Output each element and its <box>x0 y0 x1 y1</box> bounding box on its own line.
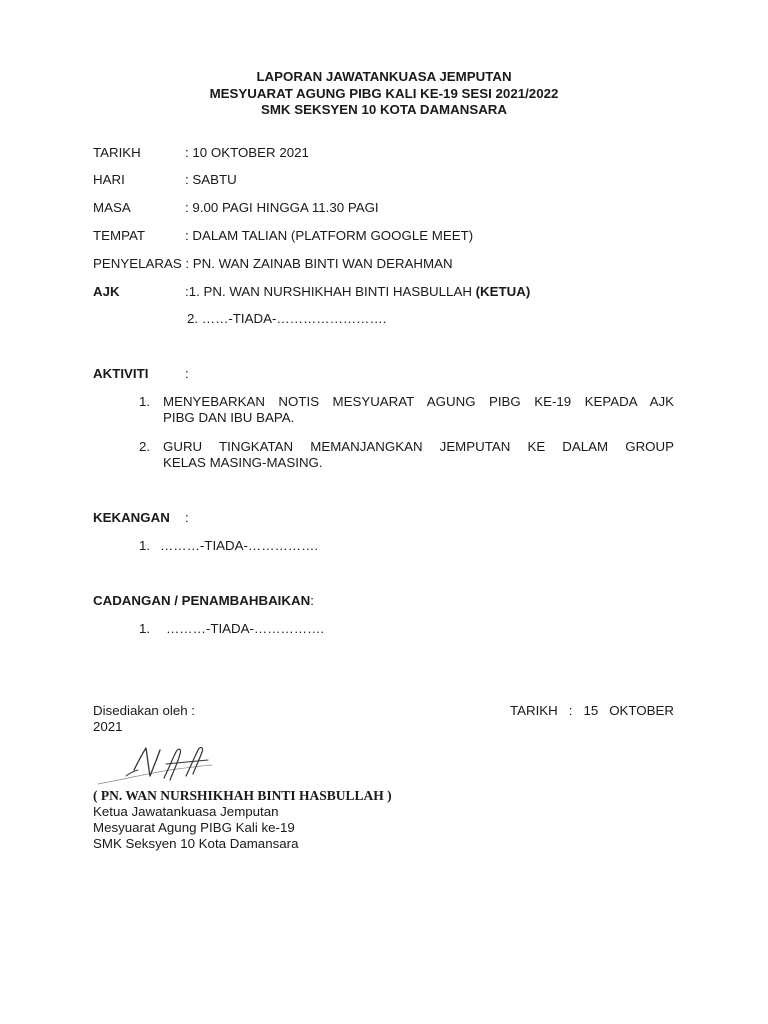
aktiviti-item-1-number: 1. <box>139 394 151 409</box>
report-date-year: 2021 <box>93 719 123 734</box>
tarikh-value: : 10 OKTOBER 2021 <box>185 145 309 160</box>
cadangan-heading <box>93 593 314 609</box>
ajk-item-1-name: :1. PN. WAN NURSHIKHAH BINTI HASBULLAH <box>185 284 476 299</box>
masa-value: : 9.00 PAGI HINGGA 11.30 PAGI <box>185 200 379 215</box>
aktiviti-item-1-line-1: MENYEBARKAN NOTIS MESYUARAT AGUNG PIBG KE-19 KEPADA AJK <box>163 394 674 409</box>
ajk-item-2: 2. ……-TIADA-……………………. <box>187 311 387 326</box>
kekangan-colon: : <box>185 510 189 525</box>
penyelaras-line: PENYELARAS : PN. WAN ZAINAB BINTI WAN DERAHMAN <box>93 256 453 271</box>
kekangan-item-number: 1. <box>139 538 151 553</box>
kekangan-label: KEKANGAN <box>93 510 170 525</box>
aktiviti-item-2-number: 2. <box>139 439 151 454</box>
signer-position-line-3: SMK Seksyen 10 Kota Damansara <box>93 836 299 851</box>
tempat-label: TEMPAT <box>93 228 145 243</box>
aktiviti-colon: : <box>185 366 189 381</box>
cadangan-colon: : <box>310 593 314 608</box>
hari-value: : SABTU <box>185 172 237 187</box>
aktiviti-item-1-line-2: PIBG DAN IBU BAPA. <box>163 410 295 425</box>
tarikh-label: TARIKH <box>93 145 141 160</box>
aktiviti-label: AKTIVITI <box>93 366 149 381</box>
signature-image <box>90 740 220 790</box>
report-date-line: TARIKH : 15 OKTOBER <box>510 703 674 718</box>
ajk-label: AJK <box>93 284 120 299</box>
prepared-by-label: Disediakan oleh : <box>93 703 196 718</box>
aktiviti-item-2-line-1: GURU TINGKATAN MEMANJANGKAN JEMPUTAN KE DALAM GROUP <box>163 439 674 454</box>
tempat-value: : DALAM TALIAN (PLATFORM GOOGLE MEET) <box>185 228 474 243</box>
aktiviti-item-2-line-2: KELAS MASING-MASING. <box>163 455 323 470</box>
document-title: LAPORAN JAWATANKUASA JEMPUTAN <box>256 69 512 84</box>
signer-name: ( PN. WAN NURSHIKHAH BINTI HASBULLAH ) <box>93 788 392 803</box>
ajk-item-1 <box>185 284 530 300</box>
signer-position-line-1: Ketua Jawatankuasa Jemputan <box>93 804 279 819</box>
hari-label: HARI <box>93 172 125 187</box>
ajk-item-1-role: (KETUA) <box>475 284 531 299</box>
cadangan-item-text: ………-TIADA-……………. <box>166 621 325 636</box>
cadangan-label: CADANGAN / PENAMBAHBAIKAN <box>93 593 311 608</box>
kekangan-item-text: ………-TIADA-……………. <box>160 538 319 553</box>
document-subtitle-school: SMK SEKSYEN 10 KOTA DAMANSARA <box>260 102 508 117</box>
masa-label: MASA <box>93 200 131 215</box>
document-subtitle-meeting: MESYUARAT AGUNG PIBG KALI KE-19 SESI 2021/2022 <box>209 86 559 101</box>
cadangan-item-number: 1. <box>139 621 151 636</box>
signer-position-line-2: Mesyuarat Agung PIBG Kali ke-19 <box>93 820 295 835</box>
